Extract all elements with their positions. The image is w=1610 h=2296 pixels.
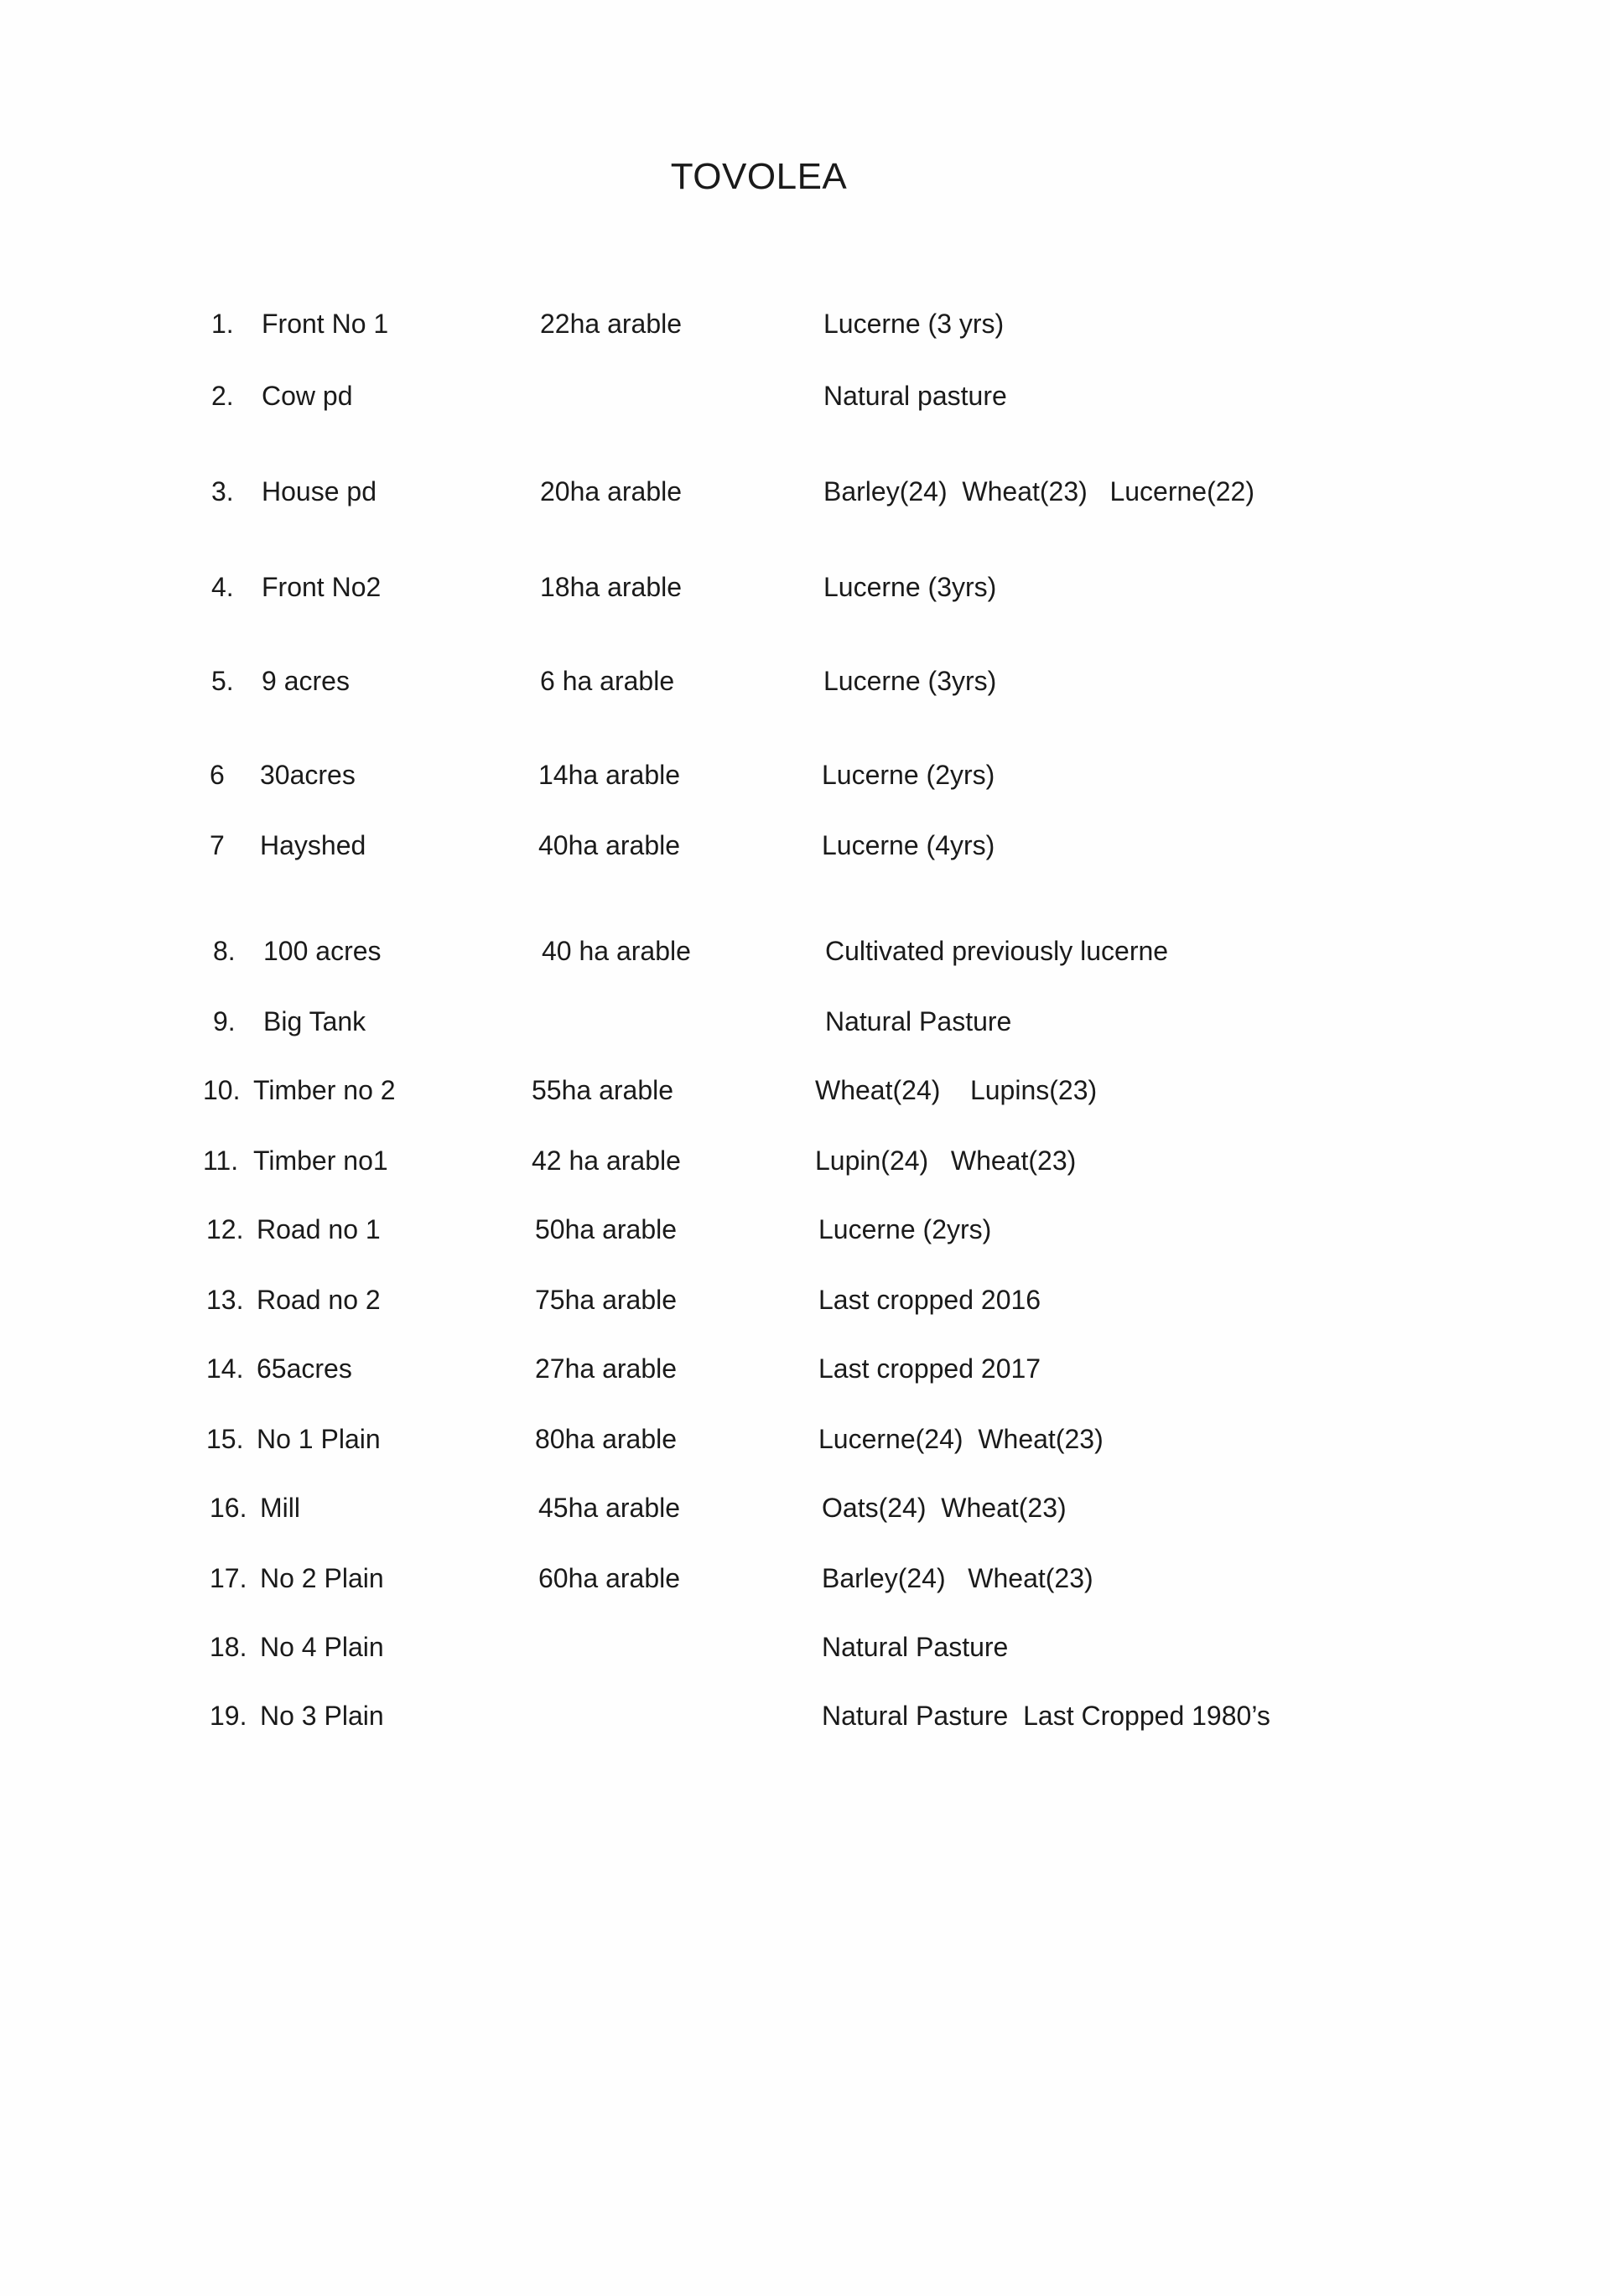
paddock-number: 10. [203,1075,241,1105]
paddock-area: 6 ha arable [540,666,675,696]
paddock-number: 6 [210,760,225,790]
paddock-area: 45ha arable [538,1493,681,1523]
paddock-crop-history: Natural Pasture Last Cropped 1980’s [822,1701,1270,1731]
paddock-number: 2. [211,381,234,411]
paddock-name: No 3 Plain [260,1701,384,1731]
paddock-crop-history: Oats(24) Wheat(23) [822,1493,1067,1523]
paddock-number: 3. [211,476,234,506]
paddock-area: 75ha arable [535,1285,678,1315]
paddock-number: 17. [210,1563,247,1593]
paddock-number: 18. [210,1632,247,1662]
paddock-name: Big Tank [263,1006,366,1036]
paddock-number: 5. [211,666,234,696]
paddock-number: 9. [213,1006,236,1036]
paddock-name: No 4 Plain [260,1632,384,1662]
paddock-crop-history: Lucerne (3yrs) [823,666,997,696]
paddock-crop-history: Lucerne (2yrs) [822,760,995,790]
paddock-name: Road no 1 [257,1214,381,1244]
paddock-name: Timber no1 [253,1145,388,1176]
paddock-name: Hayshed [260,830,366,860]
paddock-crop-history: Wheat(24) Lupins(23) [815,1075,1098,1105]
paddock-crop-history: Barley(24) Wheat(23) Lucerne(22) [823,476,1254,506]
paddock-name: 65acres [257,1353,352,1384]
paddock-name: No 2 Plain [260,1563,384,1593]
paddock-number: 8. [213,936,236,966]
paddock-crop-history: Last cropped 2017 [818,1353,1041,1384]
paddock-area: 40 ha arable [542,936,691,966]
paddock-name: Front No2 [262,572,382,602]
paddock-area: 14ha arable [538,760,681,790]
paddock-name: Cow pd [262,381,353,411]
paddock-number: 16. [210,1493,247,1523]
paddock-crop-history: Lupin(24) Wheat(23) [815,1145,1077,1176]
paddock-area: 18ha arable [540,572,683,602]
paddock-name: 9 acres [262,666,350,696]
paddock-area: 20ha arable [540,476,683,506]
paddock-name: 100 acres [263,936,382,966]
paddock-number: 14. [206,1353,244,1384]
paddock-crop-history: Cultivated previously lucerne [825,936,1169,966]
paddock-area: 80ha arable [535,1424,678,1454]
paddock-crop-history: Natural pasture [823,381,1007,411]
paddock-name: Mill [260,1493,300,1523]
paddock-number: 12. [206,1214,244,1244]
paddock-area: 60ha arable [538,1563,681,1593]
paddock-number: 15. [206,1424,244,1454]
paddock-number: 19. [210,1701,247,1731]
paddock-area: 27ha arable [535,1353,678,1384]
paddock-number: 11. [203,1145,239,1176]
paddock-crop-history: Lucerne (4yrs) [822,830,995,860]
paddock-number: 1. [211,309,234,339]
paddock-area: 22ha arable [540,309,683,339]
paddock-crop-history: Lucerne(24) Wheat(23) [818,1424,1104,1454]
paddock-crop-history: Lucerne (3yrs) [823,572,997,602]
paddock-crop-history: Natural Pasture [822,1632,1009,1662]
document-title: TOVOLEA [670,156,848,197]
paddock-name: Front No 1 [262,309,389,339]
paddock-name: Road no 2 [257,1285,381,1315]
paddock-area: 50ha arable [535,1214,678,1244]
paddock-crop-history: Lucerne (2yrs) [818,1214,992,1244]
paddock-area: 40ha arable [538,830,681,860]
paddock-crop-history: Natural Pasture [825,1006,1012,1036]
paddock-number: 13. [206,1285,244,1315]
paddock-number: 7 [210,830,225,860]
paddock-name: No 1 Plain [257,1424,381,1454]
paddock-area: 55ha arable [532,1075,674,1105]
paddock-crop-history: Lucerne (3 yrs) [823,309,1005,339]
paddock-name: House pd [262,476,377,506]
paddock-number: 4. [211,572,234,602]
paddock-crop-history: Barley(24) Wheat(23) [822,1563,1093,1593]
paddock-name: Timber no 2 [253,1075,396,1105]
paddock-area: 42 ha arable [532,1145,681,1176]
paddock-crop-history: Last cropped 2016 [818,1285,1041,1315]
paddock-name: 30acres [260,760,356,790]
